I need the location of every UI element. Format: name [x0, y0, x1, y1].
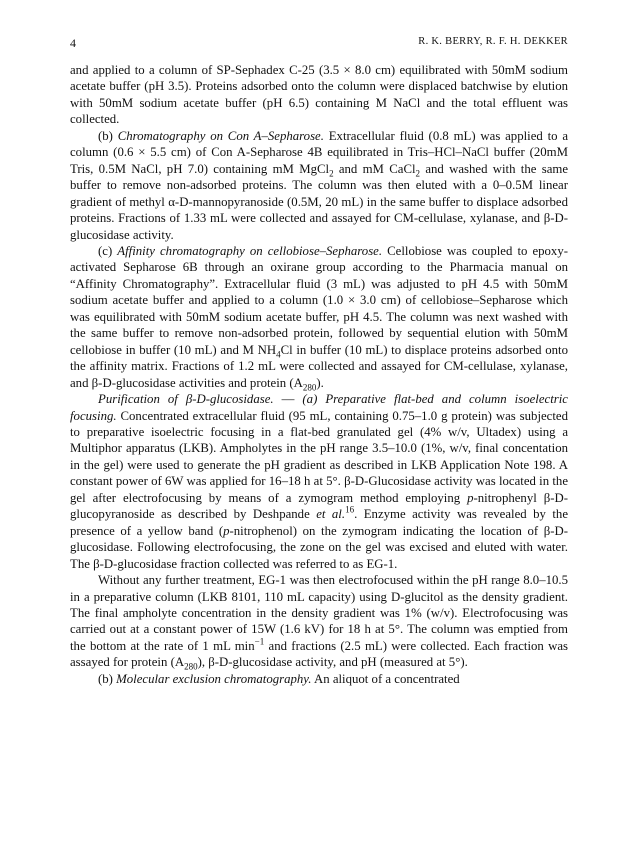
paragraph-column-electrofocusing [70, 572, 568, 671]
paragraph-con-a-sepharose [70, 128, 568, 243]
paragraph-text: and mM CaCl [333, 161, 416, 176]
page-number: 4 [70, 36, 77, 50]
paragraph-text: Cl in buffer (10 mL) to displace proteins adsorbed onto the affinity matrix. Fractions of 1.2 mL were collected and assayed for CM-cellulase, xylanase, and β-D-glucosidase activities and protein (A [70, 342, 568, 390]
reference-superscript: 16 [345, 504, 355, 515]
paragraph-text: An aliquot of a concentrated [311, 671, 460, 686]
section-heading: Molecular exclusion chromatography. [116, 671, 312, 686]
paragraph-purification [70, 391, 568, 572]
paragraph-affinity-chromatography [70, 243, 568, 391]
paragraph-text: ), β-D-glucosidase activity, and pH (measured at 5°). [197, 655, 468, 670]
et-al: et al. [316, 507, 346, 522]
subscript: 2 [329, 168, 334, 179]
paragraph-text: Concentrated extracellular fluid (95 mL, containing 0.75–1.0 g protein) was subjected to preparative isoelectric focusing in a flat-bed granulated gel (4% w/v, Ultadex) using a Multiphor apparatus (LKB). Ampholytes in the pH range 3.5–10.0 (1%, w/v, final concentation in the gel) were used to generate the pH gradient as described in LKB Application Note 198. A constant power of 6W was applied for 16–18 h at 5°. β-D-Glucosidase activity was located in the gel after electrofocusing by means of a zymogram method employing [70, 408, 568, 505]
section-heading: Affinity chromatography on cellobiose–Sepharose. [117, 243, 383, 258]
running-head-authors: R. K. BERRY, R. F. H. DEKKER [418, 36, 568, 47]
subsection-heading: (a) Preparative flat-bed and column isoelectric focusing. [70, 392, 568, 423]
italic-p: p [467, 490, 474, 505]
section-label: (c) [98, 243, 118, 258]
section-heading: Purification of β-D-glucosidase. [98, 392, 274, 407]
superscript: −1 [254, 636, 265, 647]
running-header [70, 36, 568, 52]
paragraph-text: -nitrophenyl β-D-glucopyranoside as described by Deshpande [70, 490, 568, 522]
heading-dash: — [273, 392, 303, 407]
subscript: 2 [415, 168, 421, 179]
section-label: (b) [98, 128, 118, 143]
paragraph-text: -nitrophenol) on the zymogram indicating the location of β-D-glucosidase. Following electrofocusing, the zone on the gel was excised and eluted with water. The β-D-glucosidase fraction collected was referred to as EG-1. [70, 523, 568, 571]
paragraph-text: Extracellular fluid (0.8 mL) was applied to a column (0.6 × 5.5 cm) of Con A-Sepharose 4B equilibrated in Tris–HCl–NaCl buffer (20mM Tris, 0.5M NaCl, pH 7.0) containing mM MgCl [70, 128, 568, 176]
section-label: (b) [98, 671, 117, 686]
paragraph-sp-sephadex: and applied to a column of SP-Sephadex C-25 (3.5 × 8.0 cm) equilibrated with 50mM sodium acetate buffer (pH 3.5). Proteins adsorbed onto the column were displaced batchwise by elution with 50mM sodium acetate buffer (pH 6.5) containing M NaCl and the total effluent was collected. [70, 63, 568, 127]
italic-p: p [223, 523, 230, 538]
subscript: 4 [276, 349, 281, 360]
paragraph-text: Cellobiose was coupled to epoxy-activated Sepharose 6B through an oxirane group according to the Pharmacia manual on “Affinity Chromatography”. Extracellular fluid (3 mL) was adjusted to pH 4.5 with 50mM sodium acetate buffer and applied to a column (1.0 × 3.0 cm) of cellobiose–Sepharose which was equilibrated with 50mM sodium acetate buffer, pH 4.5. The column was next washed with the same buffer to remove non-adsorbed protein, followed by sequential elution with 50mM cellobiose in buffer (10 mL) and M NH [70, 243, 568, 357]
paragraph-text: . Enzyme activity was revealed by the presence of a yellow band ( [70, 507, 568, 538]
paragraph-text: and washed with the same buffer to remove non-adsorbed proteins. The column was then eluted with a 0–0.5M linear gradient of methyl α-D-mannopyranoside (0.5M, 20 mL) in the same buffer to displace adsorbed proteins. Fractions of 1.33 mL were collected and assayed for CM-cellulase, xylanase, and β-D-glucosidase activity. [70, 161, 569, 242]
article-body [70, 62, 568, 687]
paragraph-text: and fractions (2.5 mL) were collected. Each fraction was assayed for protein (A [70, 638, 569, 670]
paragraph-text: Without any further treatment, EG-1 was then electrofocused within the pH range 8.0–10.5 in a preparative column (LKB 8101, 110 mL capacity) using D-glucitol as the density gradient. The final ampholyte concentration in the density gradient was 1% (w/v). Electrofocusing was carried out at a constant power of 15W (1.6 kV) for 18 h at 5°. The column was emptied from the bottom at the rate of 1 mL min [70, 573, 568, 653]
paragraph-molecular-exclusion [70, 671, 568, 687]
subscript: 280 [184, 661, 198, 672]
paragraph-text: ). [316, 375, 324, 390]
section-heading: Chromatography on Con A–Sepharose. [117, 128, 324, 143]
subscript: 280 [302, 382, 317, 393]
